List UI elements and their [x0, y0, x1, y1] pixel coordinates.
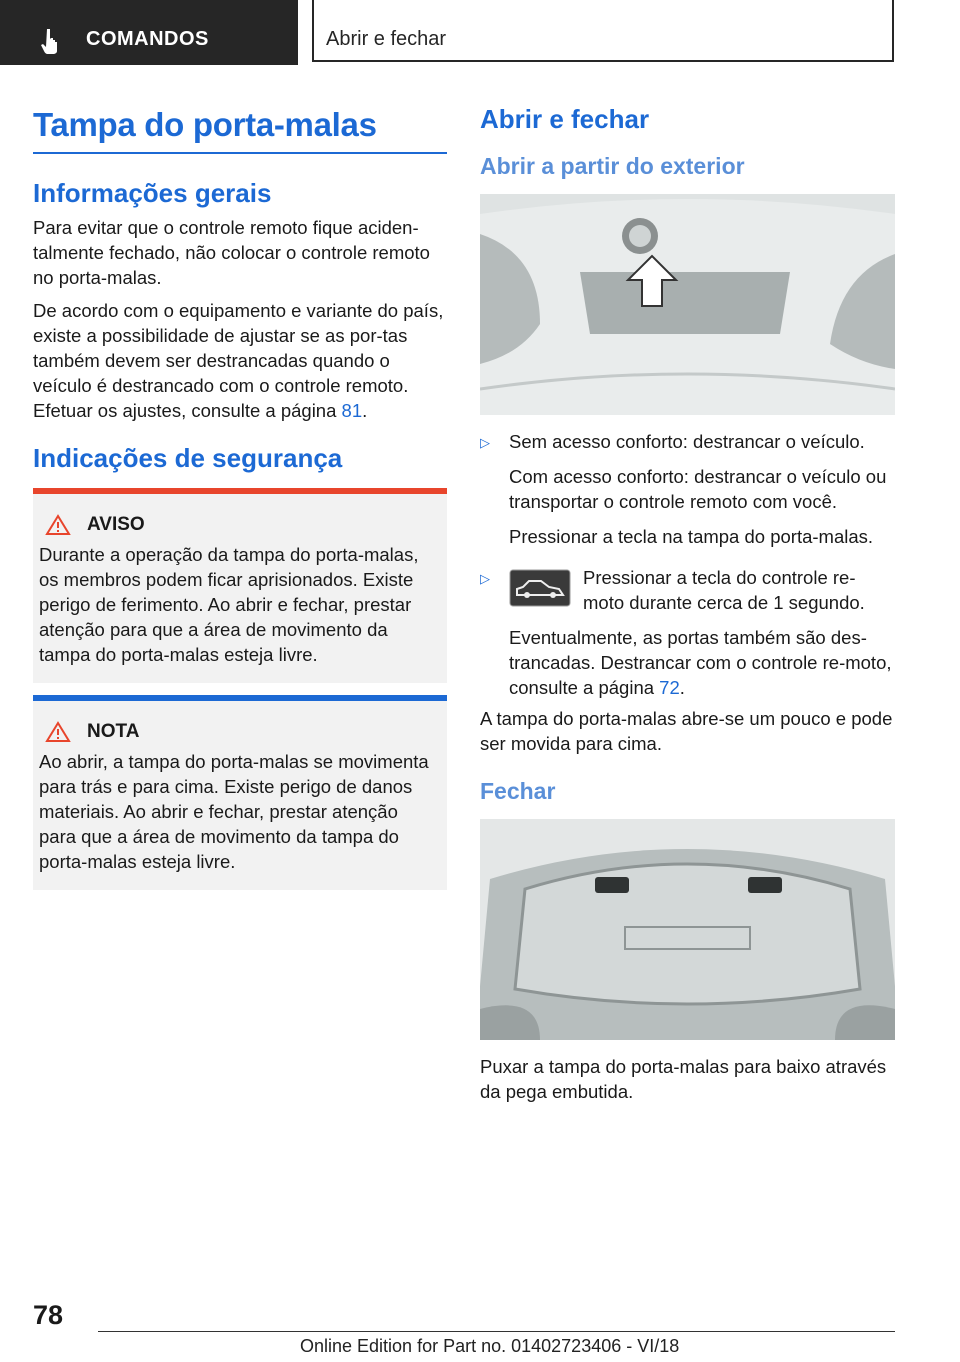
warning-triangle-icon	[45, 514, 71, 536]
warning-box	[33, 488, 447, 683]
notice-title-row	[45, 721, 439, 743]
list-item	[480, 565, 895, 710]
remote-trunk-button-icon	[509, 569, 571, 607]
notice-bar	[33, 695, 447, 701]
close-text: Puxar a tampa do porta-malas para baixo através da pega embutida.	[480, 1056, 887, 1102]
left-column	[33, 100, 447, 890]
bullet2-line2-text: Eventualmente, as portas também são des-trancadas. Destrancar com o controle re-moto, consulte a página	[509, 627, 892, 698]
close-heading: Fechar	[480, 778, 556, 804]
list-item	[480, 429, 895, 559]
bullet1-line2: Com acesso conforto: destrancar o veículo ou transportar o controle remoto com você.	[509, 466, 887, 512]
section-label: COMANDOS	[86, 28, 209, 50]
bullet1-line1: Sem acesso conforto: destrancar o veículo.	[509, 431, 865, 452]
page-number: 78	[33, 1300, 64, 1330]
bullet-triangle-icon: ▷	[480, 571, 490, 586]
notice-triangle-icon	[45, 721, 71, 743]
trunk-lid-exterior-image	[480, 194, 895, 415]
warning-bar	[33, 488, 447, 494]
general-paragraph-1: Para evitar que o controle remoto fique aciden-talmente fechado, não colocar o controle remoto no porta-malas.	[33, 217, 430, 288]
notice-text: Ao abrir, a tampa do porta-malas se movimenta para trás e para cima. Existe perigo de danos materiais. Ao abrir e fechar, prestar atenção para que a área de movimento da tampa do porta-malas esteja livre.	[39, 751, 429, 872]
remote-key-row	[509, 565, 895, 625]
breadcrumb-label: Abrir e fechar	[326, 28, 447, 50]
footer-divider	[98, 1331, 895, 1332]
warning-text: Durante a operação da tampa do porta-malas, os membros podem ficar aprisionados. Existe perigo de ferimento. Ao abrir e fechar, prestar atenção para que a área de movimento da tampa do porta-malas esteja livre.	[39, 544, 419, 665]
bullet1-line3: Pressionar a tecla na tampa do porta-malas.	[509, 526, 874, 547]
warning-title: AVISO	[87, 514, 145, 535]
general-heading: Informações gerais	[33, 178, 272, 208]
after-bullets-text: A tampa do porta-malas abre-se um pouco e pode ser movida para cima.	[480, 708, 893, 754]
right-column	[480, 100, 895, 1112]
page-title: Tampa do porta-malas	[33, 106, 447, 154]
page-link-72[interactable]: 72	[659, 677, 680, 698]
warning-title-row	[45, 514, 439, 536]
section-tab	[0, 0, 298, 65]
bullet2-line2-end: .	[679, 677, 685, 698]
footer-edition: Online Edition for Part no. 01402723406 - VI/18	[300, 1336, 680, 1356]
bullet-triangle-icon: ▷	[480, 435, 490, 450]
bullet2-line2	[509, 625, 895, 700]
trunk-lid-interior-image	[480, 819, 895, 1040]
notice-box	[33, 695, 447, 890]
notice-title: NOTA	[87, 721, 140, 742]
general-paragraph-2-text: De acordo com o equipamento e variante do país, existe a possibilidade de ajustar se as por-tas também devem ser destrancadas quando o veículo é destrancado com o controle remoto. Efetuar os ajustes, consulte a página	[33, 300, 444, 421]
open-close-heading: Abrir e fechar	[480, 104, 650, 134]
safety-heading: Indicações de segurança	[33, 443, 343, 473]
page-link-81[interactable]: 81	[341, 400, 363, 421]
breadcrumb	[312, 0, 894, 62]
hand-pointer-icon	[40, 28, 62, 54]
open-exterior-heading: Abrir a partir do exterior	[480, 153, 745, 179]
general-paragraph-2	[33, 298, 447, 423]
bullet2-line1: Pressionar a tecla do controle re-moto durante cerca de 1 segundo.	[583, 567, 865, 613]
general-paragraph-2-end: .	[362, 400, 368, 421]
